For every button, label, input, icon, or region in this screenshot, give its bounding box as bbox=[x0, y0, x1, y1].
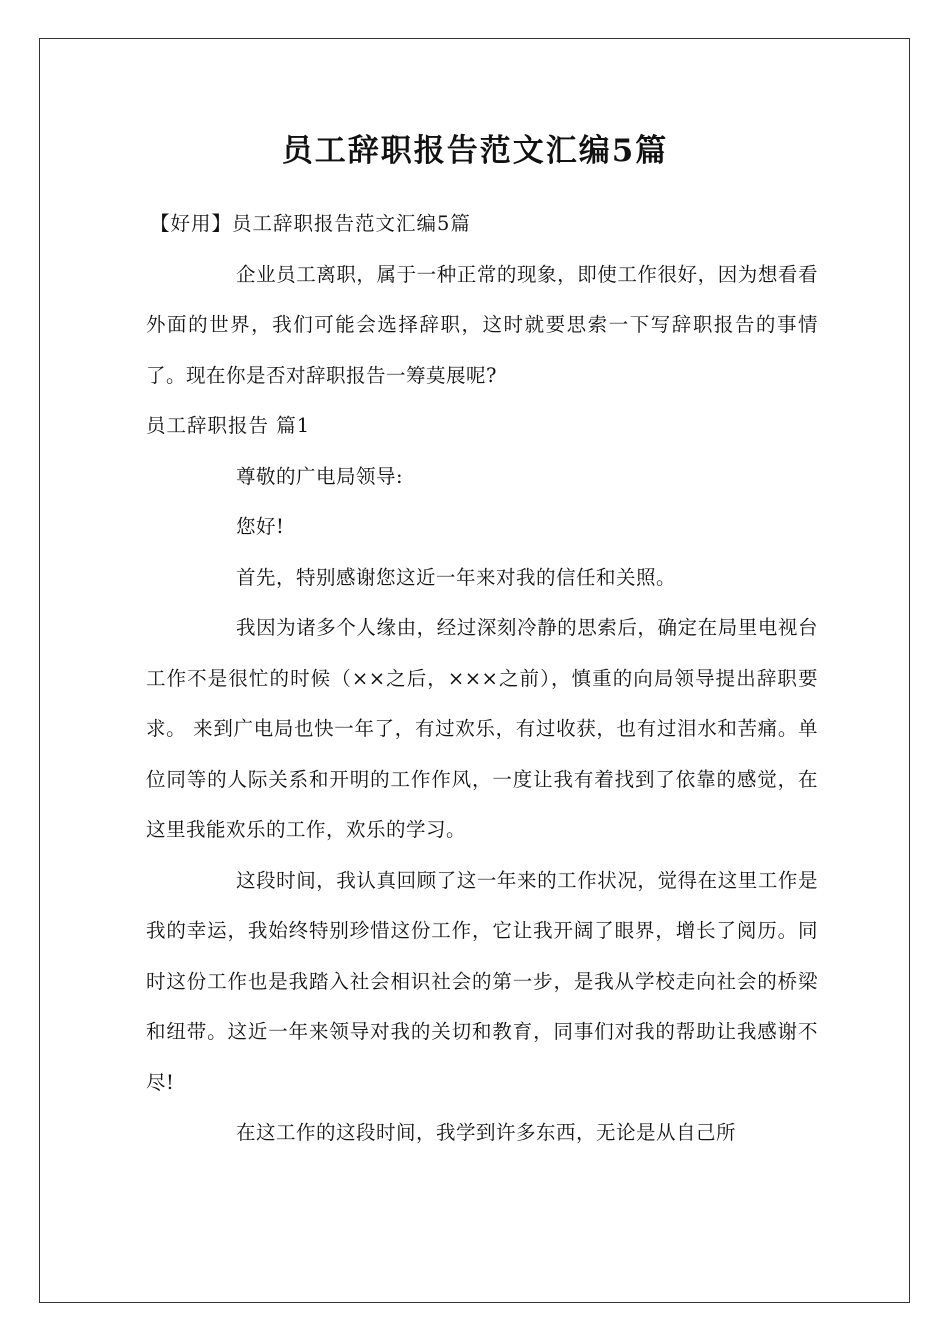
paragraph: 首先，特别感谢您这近一年来对我的信任和关照。 bbox=[236, 565, 677, 589]
paragraph: 在这工作的这段时间，我学到许多东西，无论是从自己所 bbox=[236, 1121, 737, 1144]
paragraph: 这段时间，我认真回顾了这一年来的工作状况，觉得在这里工作是我的幸运，我始终特别珍惜这份工作，它让我开阔了眼界，增长了阅历。同时这份工作也是我踏入社会相识社会的第一步，是我从学校走向社会的桥梁和纽带。这近一年来领导对我的关切和教育，同事们对我的帮助让我感谢不尽! bbox=[146, 868, 818, 1094]
document-title: 员工辞职报告范文汇编5篇 bbox=[281, 133, 669, 169]
intro-line: 【好用】员工辞职报告范文汇编5篇 bbox=[150, 212, 471, 235]
document-body bbox=[146, 199, 818, 1159]
greeting: 您好! bbox=[236, 515, 285, 538]
paragraph: 我因为诸多个人缘由，经过深刻冷静的思索后，确定在局里电视台工作不是很忙的时候（××之后，×××之前），慎重的向局领导提出辞职要求。 来到广电局也快一年了，有过欢乐，有过收获，也有过泪水和苦痛。单位同等的人际关系和开明的工作作风，一度让我有着找到了依靠的感觉，在这里我能欢乐的工作，欢乐的学习。 bbox=[146, 616, 818, 841]
section-heading: 员工辞职报告 篇1 bbox=[146, 414, 311, 437]
salutation: 尊敬的广电局领导: bbox=[236, 464, 404, 488]
paragraph: 企业员工离职，属于一种正常的现象，即使工作很好，因为想看看外面的世界，我们可能会选择辞职，这时就要思索一下写辞职报告的事情了。现在你是否对辞职报告一筹莫展呢? bbox=[146, 262, 818, 387]
